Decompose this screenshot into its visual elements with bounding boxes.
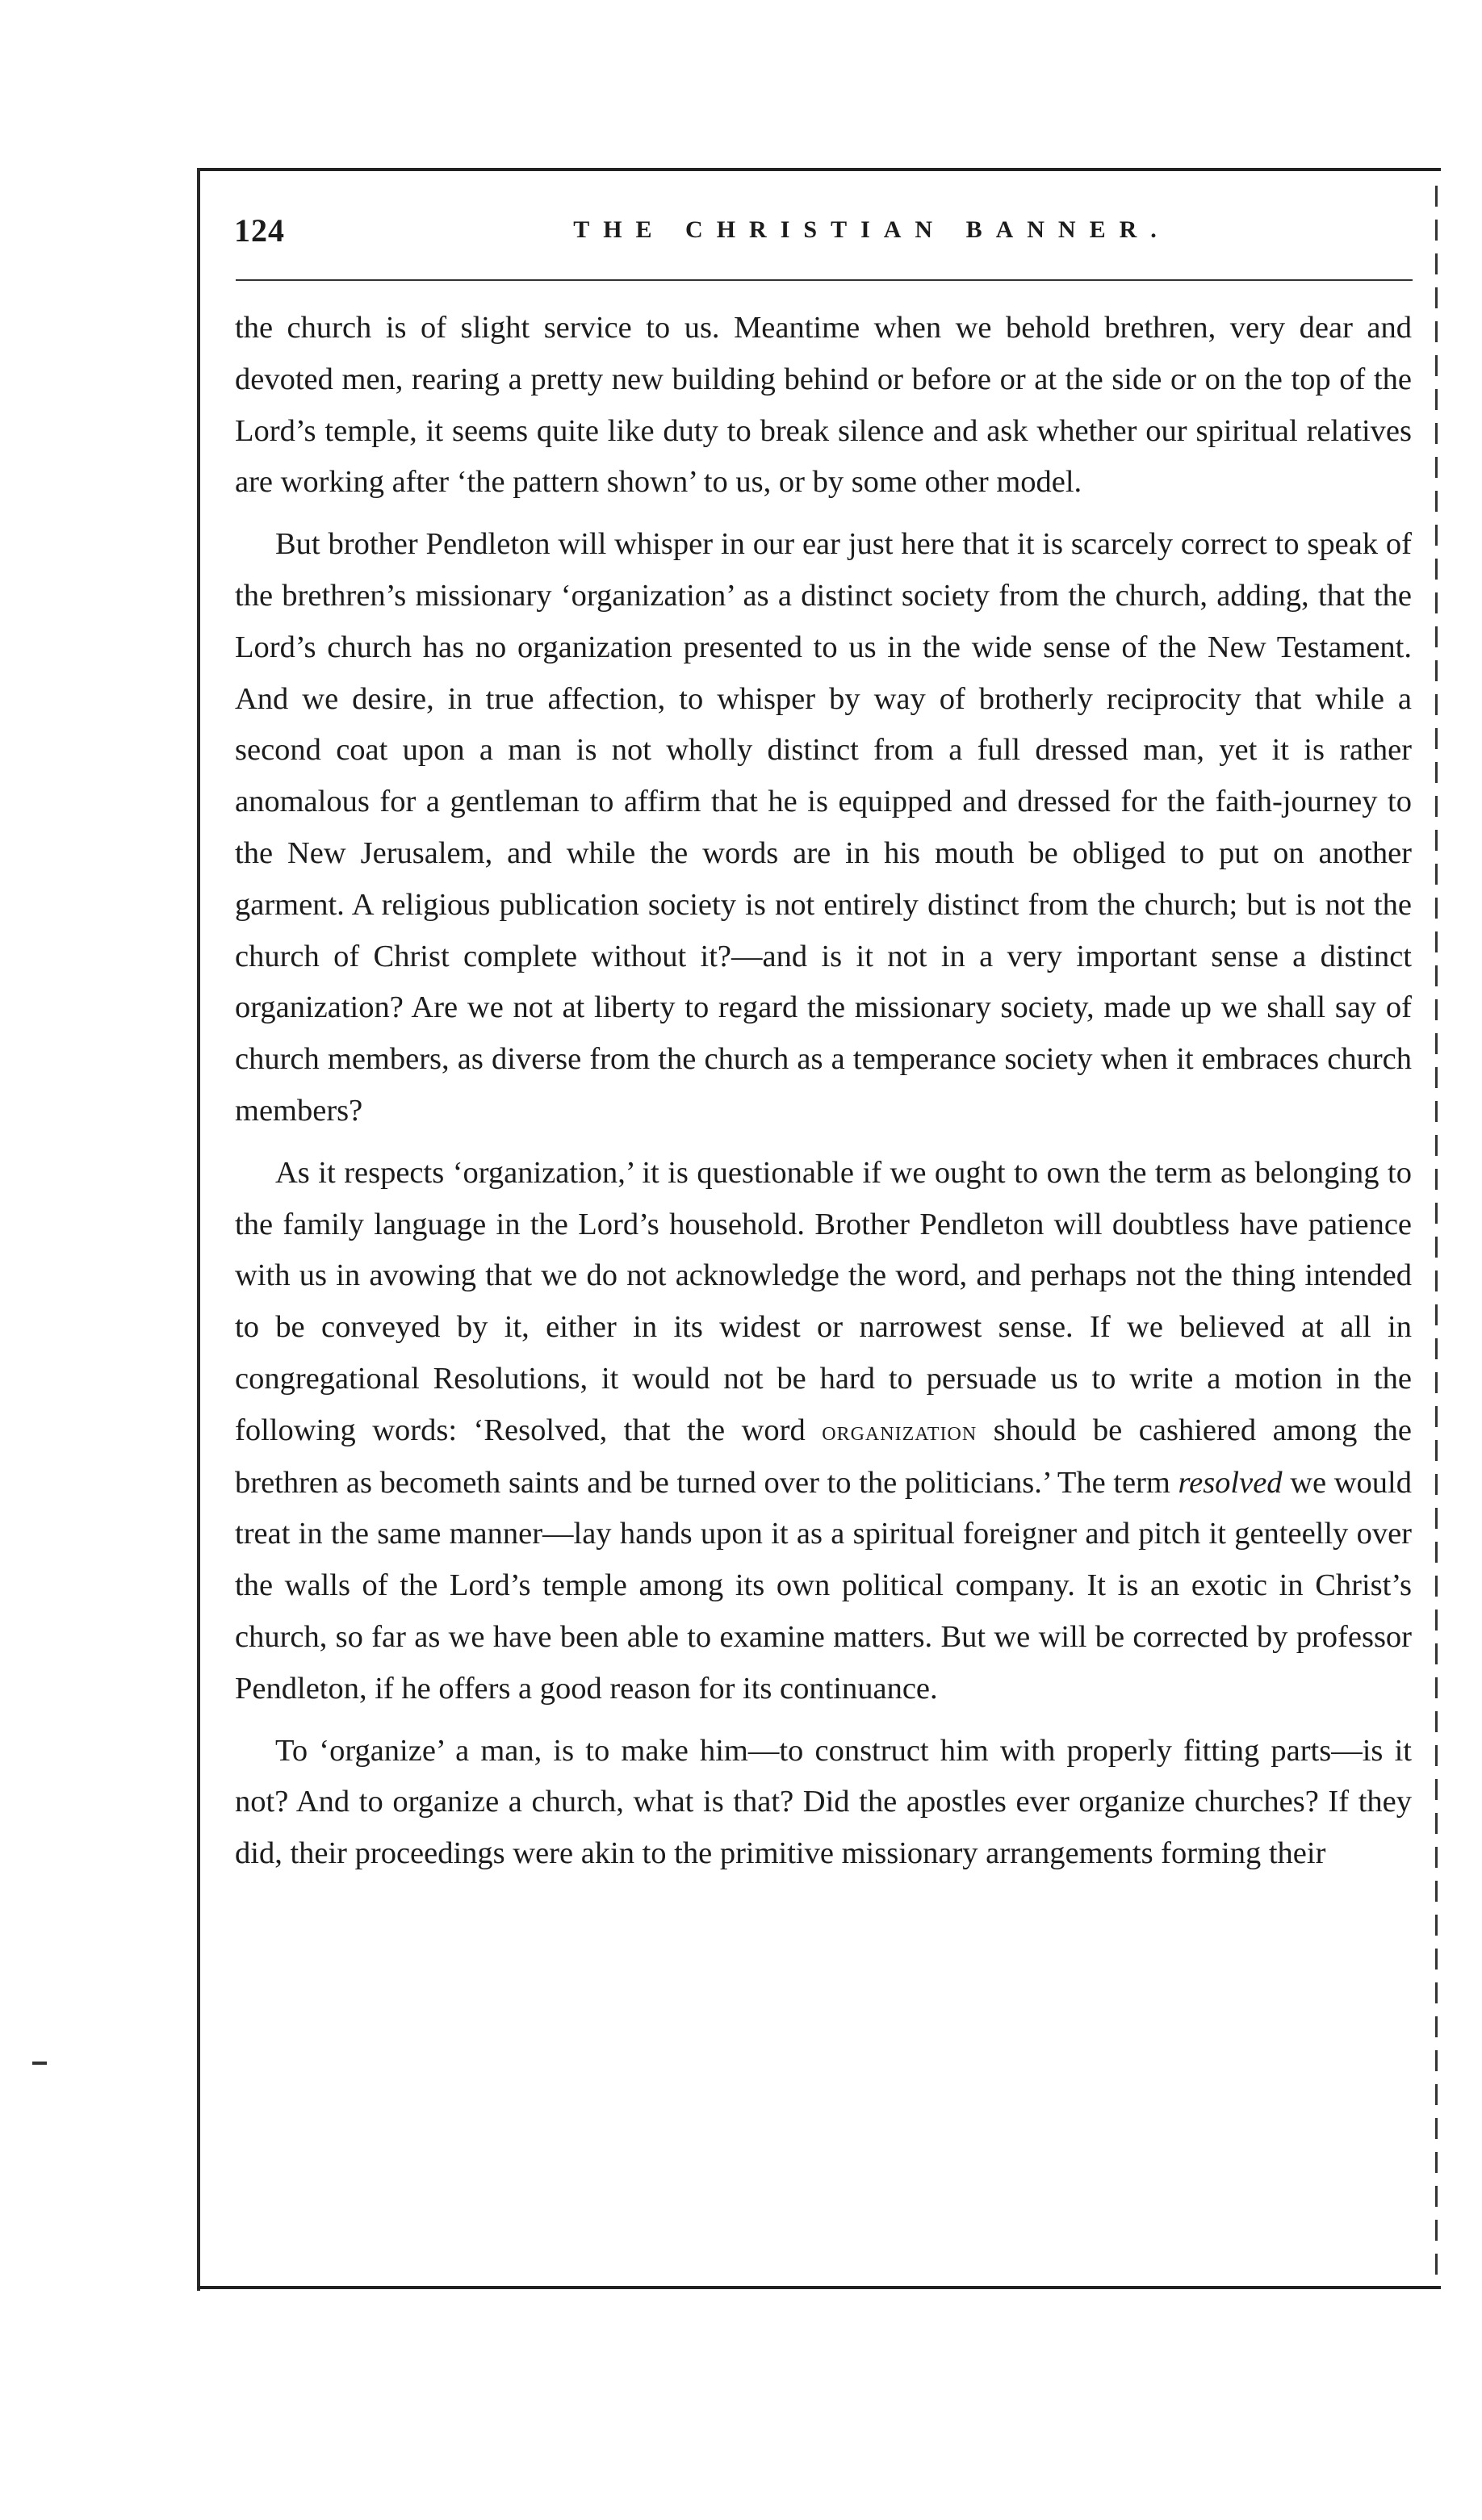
paragraph-3-part-b: should be cashiered among the brethren as becometh saints and be turned over to the politicians.’ The term: [235, 1413, 1412, 1500]
margin-mark: [32, 2062, 47, 2065]
italic-term: resolved: [1178, 1465, 1283, 1500]
paragraph-3: [235, 1148, 1412, 1715]
article-body: [235, 303, 1412, 2264]
page-frame-right-rule: [1435, 186, 1438, 2284]
page-frame-top-rule: [198, 168, 1441, 171]
small-caps-term: organization: [822, 1416, 978, 1446]
paragraph-3-part-a: As it respects ‘organization,’ it is questionable if we ought to own the term as belonging to the family language in the Lord’s household. Brother Pendleton will doubtless have patience with us in avowing that we do not acknowledge the word, and perhaps not the thing intended to be conveyed by it, either in its widest or narrowest sense. If we believed at all in congregational Resolutions, it would not be hard to persuade us to write a motion in the following words: ‘Resolved, that the word: [235, 1155, 1412, 1447]
page-header: [234, 211, 1405, 260]
page-frame-left-rule: [197, 168, 200, 2291]
paragraph-4: To ‘organize’ a man, is to make him—to construct him with properly fitting parts—is it not? And to organize a church, what is that? Did the apostles ever organize churches? If they did, their proceedings were akin to the primitive missionary arrangements forming their: [235, 1733, 1412, 1871]
page-number: 124: [234, 212, 285, 249]
paragraph-3-part-c: we would treat in the same manner—lay hands upon it as a spiritual foreigner and pitch it genteelly over the walls of the Lord’s temple among its own political company. It is an exotic in Christ’s church, so far as we have been able to examine matters. But we will be corrected by professor Pendleton, if he offers a good reason for its continuance.: [235, 1465, 1412, 1706]
page-frame-bottom-rule: [198, 2286, 1441, 2289]
header-rule: [236, 279, 1413, 281]
paragraph-2: But brother Pendleton will whisper in our ear just here that it is scarcely correct to speak of the brethren’s missionary ‘organization’ as a distinct society from the church, adding, that the Lord’s church has no organization presented to us in the wide sense of the New Testament. And we desire, in true affection, to whisper by way of brotherly reciprocity that while a second coat upon a man is not wholly distinct from a full dressed man, yet it is rather anomalous for a gentleman to affirm that he is equipped and dressed for the faith-journey to the New Jerusalem, and while the words are in his mouth be obliged to put on another garment. A religious publication society is not entirely distinct from the church; but is not the church of Christ complete without it?—and is it not in a very important sense a distinct organization? Are we not at liberty to regard the missionary society, made up we shall say of church members, as diverse from the church as a temperance society when it embraces church members?: [235, 527, 1412, 1128]
paragraph-1: the church is of slight service to us. Meantime when we behold brethren, very dear and devoted men, rearing a pretty new building behind or before or at the side or on the top of the Lord’s temple, it seems quite like duty to break silence and ask whether our spiritual relatives are working after ‘the pattern shown’ to us, or by some other model.: [235, 311, 1412, 500]
running-title: THE CHRISTIAN BANNER.: [573, 216, 1170, 243]
